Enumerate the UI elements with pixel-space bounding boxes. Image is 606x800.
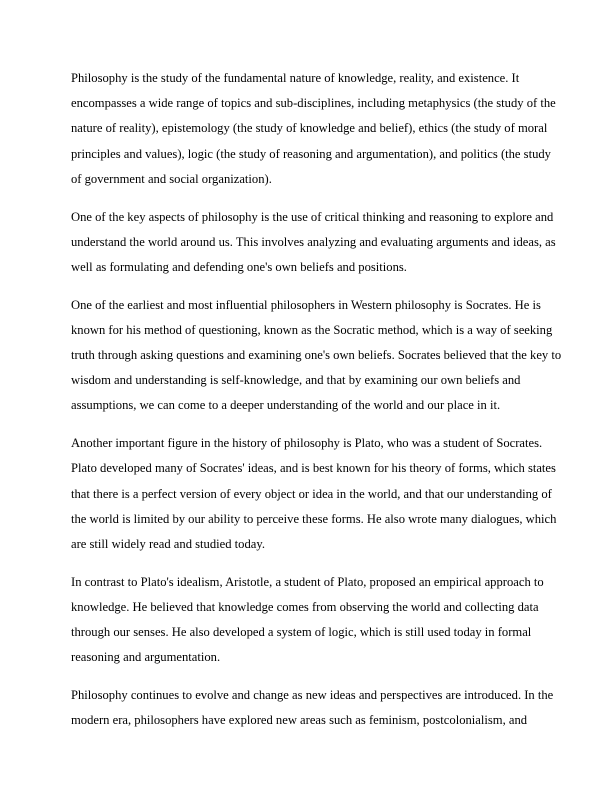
text-line: the world is limited by our ability to perceive these forms. He also wrote many dialogues, which [71, 511, 557, 526]
text-line: Philosophy continues to evolve and change as new ideas and perspectives are introduced. In the [71, 687, 554, 702]
paragraph-plato [71, 431, 557, 557]
document-body [71, 66, 562, 746]
text-line: knowledge. He believed that knowledge comes from observing the world and collecting data [71, 599, 539, 614]
text-line: nature of reality), epistemology (the study of knowledge and belief), ethics (the study of moral [71, 121, 548, 136]
text-line: that there is a perfect version of every object or idea in the world, and that our understanding of [71, 486, 552, 501]
paragraph-critical-thinking [71, 205, 556, 281]
text-line: known for his method of questioning, known as the Socratic method, which is a way of seeking [71, 322, 553, 337]
paragraph-aristotle [71, 570, 544, 671]
text-line: Philosophy is the study of the fundamental nature of knowledge, reality, and existence. It [71, 71, 520, 85]
paragraph-modern-era [71, 683, 554, 733]
text-line: Another important figure in the history of philosophy is Plato, who was a student of Socrates. [71, 436, 543, 451]
text-line: through our senses. He also developed a system of logic, which is still used today in formal [71, 625, 532, 640]
text-line: of government and social organization). [71, 171, 272, 186]
text-line: assumptions, we can come to a deeper understanding of the world and our place in it. [71, 398, 501, 413]
text-line: reasoning and argumentation. [71, 650, 221, 665]
text-line: truth through asking questions and examining one's own beliefs. Socrates believed that the key to [71, 348, 562, 363]
text-line: One of the key aspects of philosophy is the use of critical thinking and reasoning to explore and [71, 209, 554, 224]
text-line: are still widely read and studied today. [71, 536, 265, 551]
text-line: understand the world around us. This involves analyzing and evaluating arguments and ideas, as [71, 234, 556, 249]
text-line: principles and values), logic (the study of reasoning and argumentation), and politics (the study [71, 146, 551, 161]
paragraph-philosophy-definition [71, 66, 556, 192]
text-line: In contrast to Plato's idealism, Aristotle, a student of Plato, proposed an empirical approach to [71, 574, 544, 589]
text-line: modern era, philosophers have explored new areas such as feminism, postcolonialism, and [71, 713, 528, 728]
paragraph-socrates [71, 293, 562, 419]
text-line: Plato developed many of Socrates' ideas, and is best known for his theory of forms, which states [71, 461, 556, 476]
text-line: One of the earliest and most influential philosophers in Western philosophy is Socrates. He is [71, 297, 541, 312]
text-line: well as formulating and defending one's own beliefs and positions. [71, 259, 407, 274]
text-line: encompasses a wide range of topics and sub-disciplines, including metaphysics (the study of the [71, 96, 556, 111]
text-line: wisdom and understanding is self-knowledge, and that by examining our own beliefs and [71, 373, 521, 388]
